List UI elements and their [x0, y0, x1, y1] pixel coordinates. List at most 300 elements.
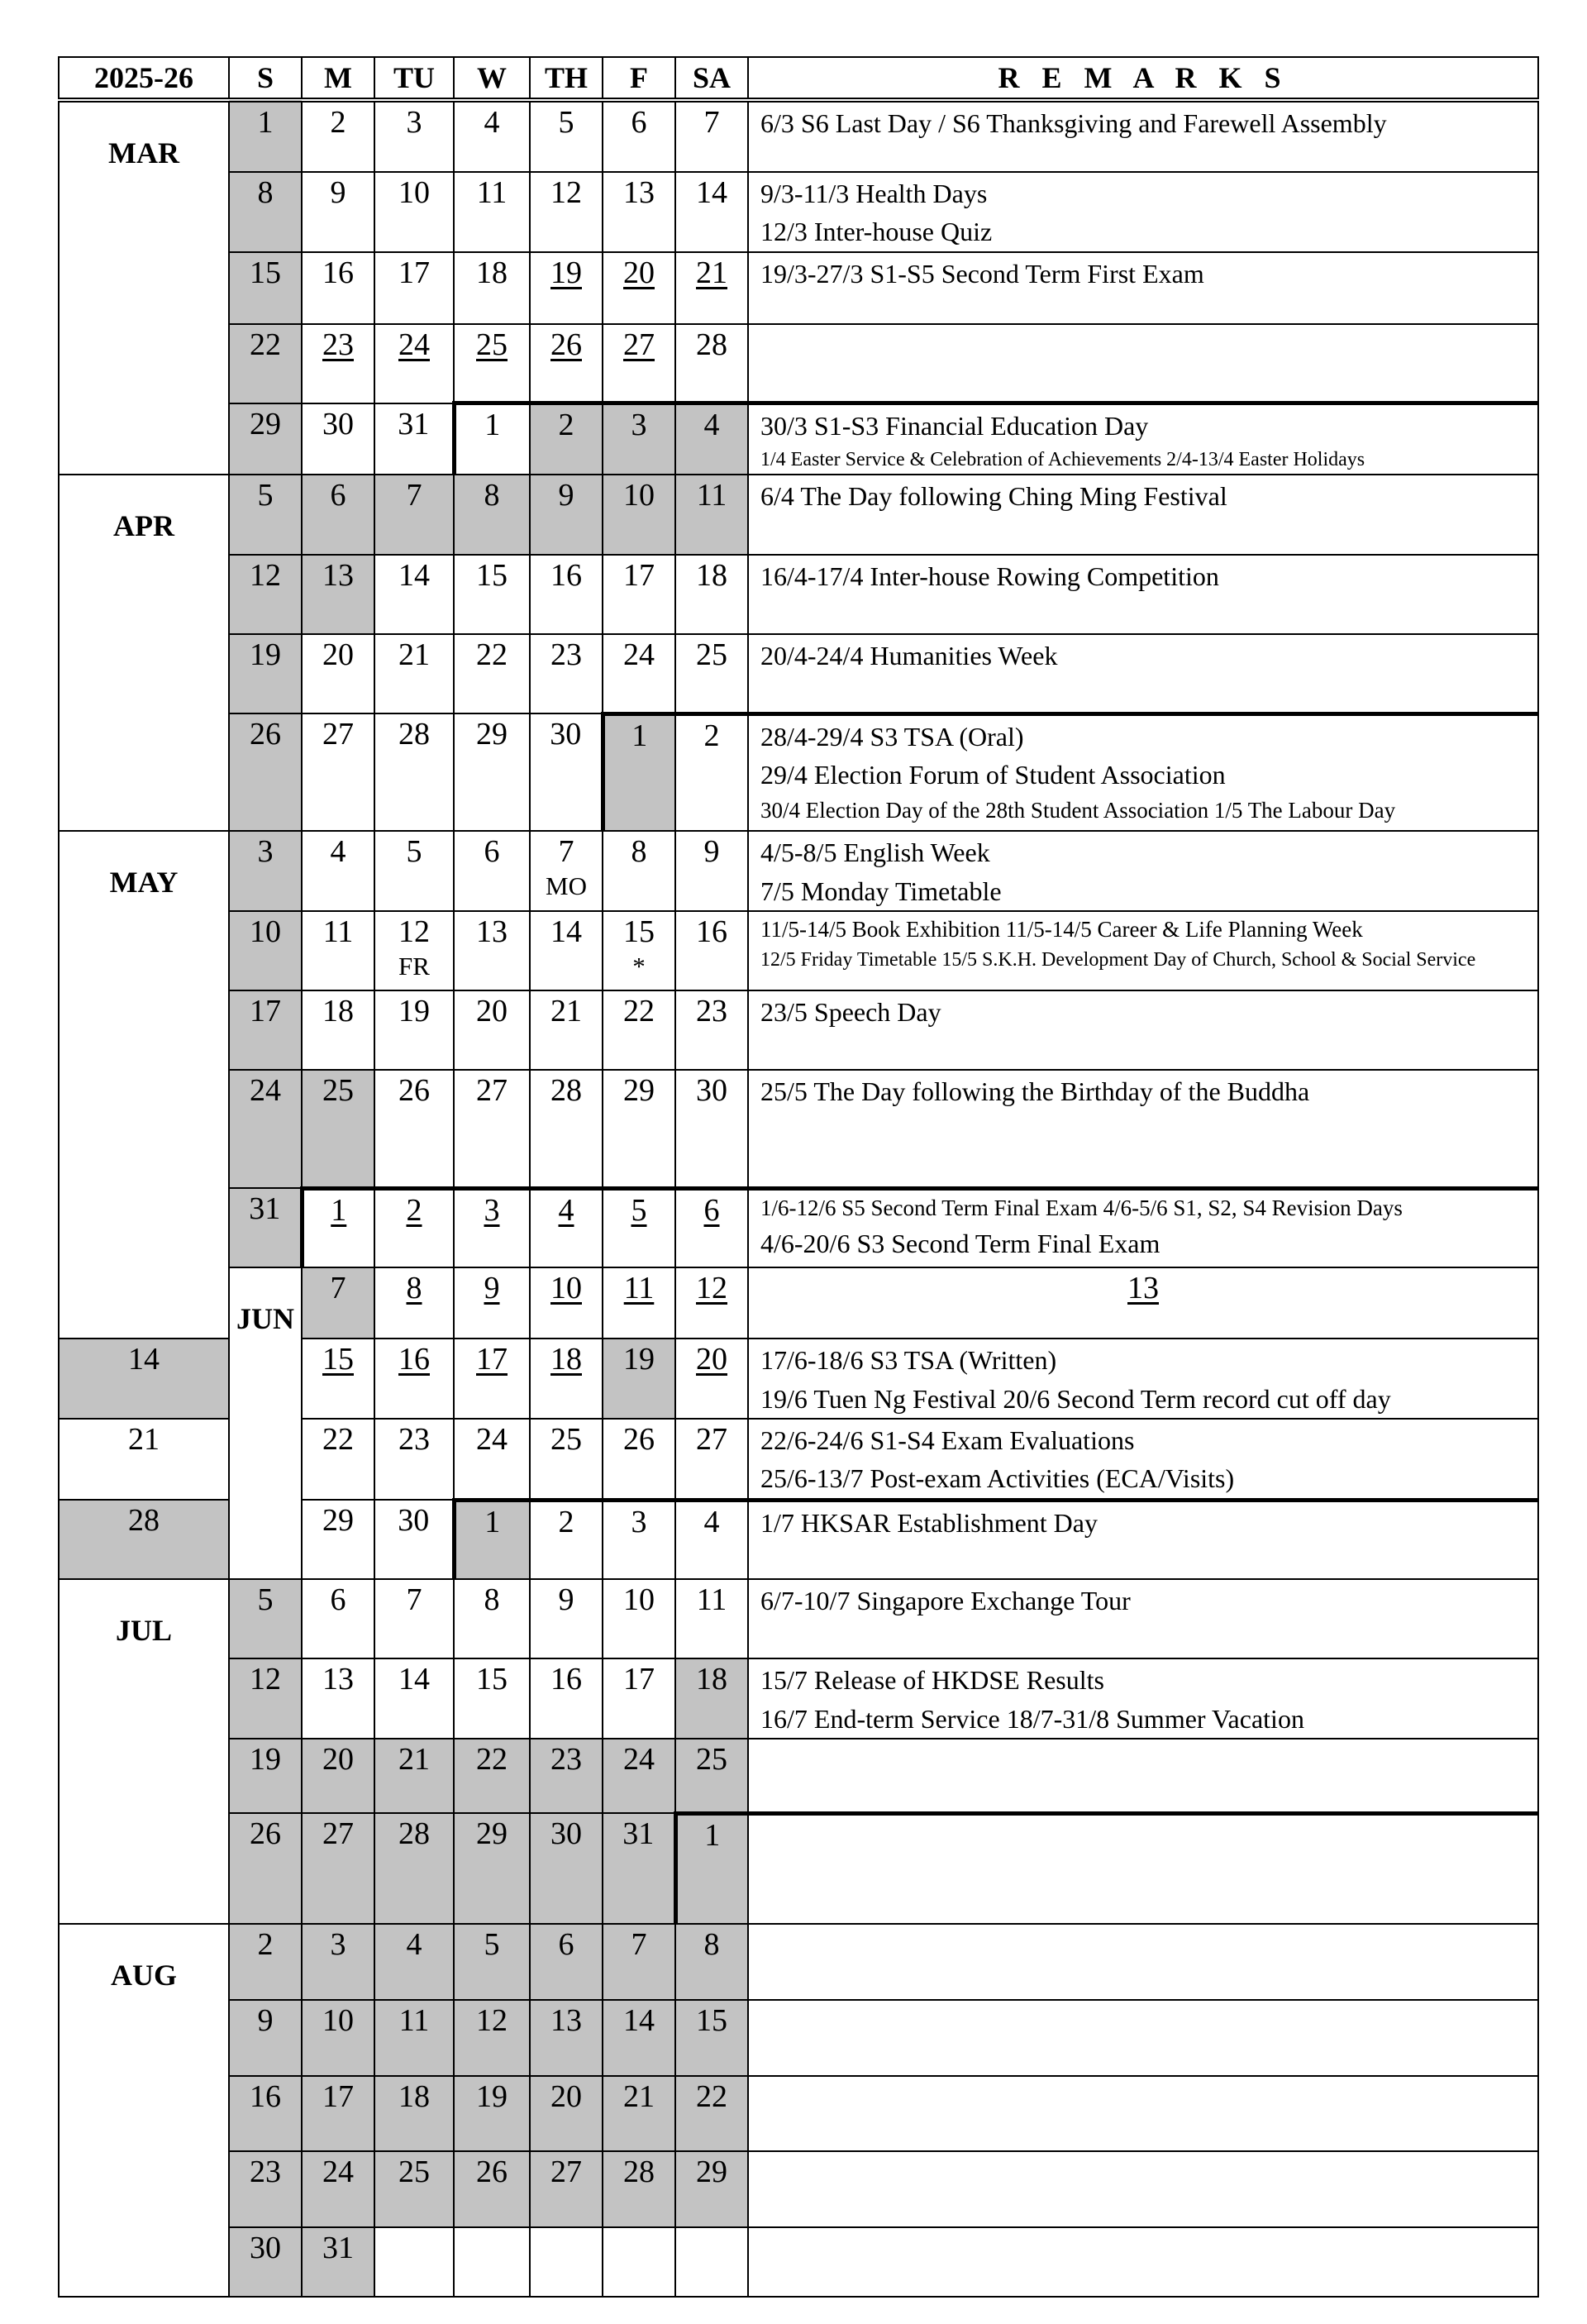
day-header-wed: W: [454, 57, 530, 100]
day-cell: [229, 252, 302, 324]
day-cell: [675, 1419, 748, 1500]
remark-text: 6/4 The Day following Ching Ming Festival: [760, 481, 1227, 512]
remarks-cell: [748, 634, 1538, 713]
remark-text: 1/4 Easter Service & Celebration of Achievements 2/4-13/4 Easter Holidays: [760, 448, 1365, 470]
day-cell: [675, 911, 748, 990]
day-cell: [530, 1419, 603, 1500]
remark-text: 4/5-8/5 English Week: [760, 837, 990, 868]
remarks-cell: [748, 831, 1538, 911]
day-number: 16: [398, 1342, 430, 1377]
remarks-cell: [748, 911, 1538, 990]
day-cell: [454, 1658, 530, 1739]
day-cell: [748, 1267, 1538, 1339]
day-number: 21: [696, 255, 727, 290]
day-number: 18: [696, 558, 727, 594]
day-number: 28: [398, 1816, 430, 1852]
day-number: 27: [623, 327, 655, 362]
day-cell: [675, 713, 748, 831]
day-number: 7: [558, 834, 574, 870]
remark-text: 6/3 S6 Last Day / S6 Thanksgiving and Farewell Assembly: [760, 108, 1387, 138]
day-cell: [530, 2151, 603, 2227]
day-number: 12: [550, 175, 582, 210]
day-number: 19: [250, 637, 281, 673]
day-number: 19: [550, 255, 582, 290]
day-cell: [374, 475, 454, 555]
day-cell: [302, 1579, 374, 1658]
day-number: 11: [696, 1582, 727, 1618]
day-number: 1: [331, 1192, 347, 1228]
day-number: 26: [250, 717, 281, 752]
day-cell: [374, 555, 454, 634]
day-number: 7: [631, 1927, 647, 1963]
day-number: 25: [550, 1422, 582, 1458]
day-number: 6: [703, 1192, 720, 1228]
day-cell: [675, 1500, 748, 1579]
remark-text: 20/4-24/4 Humanities Week: [760, 641, 1058, 671]
week-row: [59, 831, 1538, 911]
day-number: 15: [250, 255, 281, 290]
day-cell: [454, 2227, 530, 2297]
day-cell: [374, 1419, 454, 1500]
day-number: 28: [398, 717, 430, 752]
remark-text: 19/6 Tuen Ng Festival 20/6 Second Term record cut off day: [760, 1383, 1391, 1414]
remarks-cell: [748, 1739, 1538, 1813]
day-cell: [530, 713, 603, 831]
day-cell: [374, 2151, 454, 2227]
day-cell: [675, 324, 748, 403]
day-number: 18: [696, 1662, 727, 1697]
day-number: 10: [623, 478, 655, 513]
day-number: 27: [322, 1816, 354, 1852]
day-number: 26: [250, 1816, 281, 1852]
day-note: FR: [398, 952, 430, 981]
day-number: 29: [476, 717, 508, 752]
day-number: 16: [550, 1662, 582, 1697]
day-cell: [530, 1070, 603, 1188]
day-number: 22: [476, 637, 508, 673]
day-number: 5: [484, 1927, 500, 1963]
day-number: 28: [696, 327, 727, 362]
remark-text: 25/6-13/7 Post-exam Activities (ECA/Visits): [760, 1463, 1235, 1494]
remark-text: 1/6-12/6 S5 Second Term Final Exam 4/6-5/6 S1, S2, S4 Revision Days: [760, 1195, 1403, 1220]
day-number: 28: [128, 1503, 160, 1539]
day-number: 6: [631, 105, 647, 140]
day-cell: [302, 403, 374, 475]
day-number: 5: [406, 834, 422, 870]
week-row: [59, 1658, 1538, 1739]
week-row: [59, 324, 1538, 403]
day-cell: [530, 990, 603, 1070]
day-cell: [454, 475, 530, 555]
day-cell: [454, 1188, 530, 1267]
remarks-cell: [748, 403, 1538, 475]
week-row: [59, 475, 1538, 555]
remarks-cell: [748, 172, 1538, 252]
day-cell: [454, 100, 530, 172]
day-cell: [454, 634, 530, 713]
remarks-cell: [748, 1579, 1538, 1658]
day-cell: [675, 1579, 748, 1658]
day-number: 2: [703, 718, 720, 753]
day-number: 20: [476, 994, 508, 1029]
day-cell: [374, 2000, 454, 2076]
day-number: 15: [322, 1342, 354, 1377]
day-cell: [229, 634, 302, 713]
day-cell: [374, 911, 454, 990]
day-cell: [302, 634, 374, 713]
day-cell: [530, 475, 603, 555]
day-number: 1: [484, 1504, 501, 1539]
day-cell: [603, 100, 675, 172]
day-cell: [302, 1339, 374, 1419]
day-number: 12: [476, 2003, 508, 2039]
header-row: [59, 57, 1538, 100]
day-cell: [675, 634, 748, 713]
day-number: 24: [623, 1742, 655, 1778]
day-cell: [675, 1739, 748, 1813]
day-number: 5: [257, 478, 274, 513]
day-cell: [530, 100, 603, 172]
day-cell: [530, 831, 603, 911]
day-cell: [530, 1739, 603, 1813]
remarks-cell: [748, 1070, 1538, 1188]
remarks-cell: [748, 2076, 1538, 2151]
day-cell: [454, 990, 530, 1070]
day-number: 3: [631, 1504, 647, 1539]
remarks-cell: [748, 1500, 1538, 1579]
day-cell: [229, 403, 302, 475]
day-cell: [374, 1658, 454, 1739]
day-cell: [675, 1658, 748, 1739]
day-cell: [302, 911, 374, 990]
day-cell: [603, 2000, 675, 2076]
day-cell: [603, 1267, 675, 1339]
day-number: 30: [322, 406, 354, 441]
day-cell: [603, 831, 675, 911]
remarks-cell: [748, 100, 1538, 172]
day-cell: [229, 1924, 302, 2000]
remark-text: 19/3-27/3 S1-S5 Second Term First Exam: [760, 258, 1204, 289]
day-number: 30: [696, 1073, 727, 1109]
day-number: 24: [476, 1422, 508, 1458]
month-label: [59, 475, 229, 831]
day-number: 22: [696, 2079, 727, 2115]
day-cell: [454, 831, 530, 911]
day-number: 12: [250, 558, 281, 594]
month-label: [59, 1924, 229, 2297]
remark-text: 28/4-29/4 S3 TSA (Oral): [760, 721, 1024, 752]
day-cell: [530, 1924, 603, 2000]
remarks-cell: [748, 252, 1538, 324]
day-cell: [454, 713, 530, 831]
week-row: [59, 2227, 1538, 2297]
day-number: 22: [476, 1742, 508, 1778]
day-cell: [229, 100, 302, 172]
day-cell: [302, 1267, 374, 1339]
day-cell: [229, 713, 302, 831]
day-cell: [603, 911, 675, 990]
remarks-cell: [748, 2000, 1538, 2076]
day-cell: [374, 713, 454, 831]
day-number: 11: [476, 175, 508, 210]
day-cell: [530, 2076, 603, 2151]
remark-text: 30/3 S1-S3 Financial Education Day: [760, 411, 1149, 441]
day-number: 16: [250, 2079, 281, 2115]
day-number: 11: [696, 478, 727, 513]
day-number: 23: [322, 327, 354, 362]
month-name: APR: [113, 509, 174, 543]
day-cell: [675, 403, 748, 475]
day-cell: [302, 1500, 374, 1579]
day-cell: [675, 1267, 748, 1339]
day-cell: [454, 1419, 530, 1500]
day-number: 17: [623, 1662, 655, 1697]
day-cell: [603, 634, 675, 713]
day-number: 5: [631, 1192, 647, 1228]
day-cell: [675, 2151, 748, 2227]
day-cell: [374, 990, 454, 1070]
day-cell: [675, 1813, 748, 1924]
day-cell: [454, 1070, 530, 1188]
day-number: 17: [250, 994, 281, 1029]
day-cell: [454, 172, 530, 252]
day-number: 17: [476, 1342, 508, 1377]
remarks-cell: [748, 1924, 1538, 2000]
day-cell: [302, 1924, 374, 2000]
school-calendar-table: [58, 56, 1539, 2298]
day-number: 20: [696, 1342, 727, 1377]
day-number: 16: [550, 558, 582, 594]
day-number: 7: [330, 1271, 346, 1306]
day-number: 24: [398, 327, 430, 362]
day-cell: [229, 1813, 302, 1924]
day-cell: [302, 1188, 374, 1267]
week-row: [59, 634, 1538, 713]
day-cell: [675, 2000, 748, 2076]
week-row: [59, 1070, 1538, 1188]
day-cell: [530, 2000, 603, 2076]
day-number: 13: [322, 558, 354, 594]
day-cell: [603, 1924, 675, 2000]
day-number: 14: [696, 175, 727, 210]
day-number: 25: [476, 327, 508, 362]
day-number: 14: [398, 1662, 430, 1697]
week-row: [59, 990, 1538, 1070]
day-cell: [603, 1419, 675, 1500]
day-cell: [603, 1739, 675, 1813]
day-cell: [374, 1267, 454, 1339]
day-number: 9: [484, 1271, 500, 1306]
day-number: 22: [623, 994, 655, 1029]
remarks-cell: [748, 713, 1538, 831]
day-cell: [603, 1658, 675, 1739]
day-number: 14: [128, 1342, 160, 1377]
day-cell: [229, 324, 302, 403]
day-number: 8: [406, 1271, 422, 1306]
day-cell: [603, 713, 675, 831]
day-number: 2: [330, 105, 346, 140]
day-number: 2: [257, 1927, 274, 1963]
day-cell: [454, 252, 530, 324]
day-cell: [374, 634, 454, 713]
day-cell: [302, 252, 374, 324]
day-cell: [603, 1500, 675, 1579]
month-label: [59, 100, 229, 475]
day-number: 19: [623, 1342, 655, 1377]
remark-text: 6/7-10/7 Singapore Exchange Tour: [760, 1586, 1131, 1616]
day-number: 11: [398, 2003, 430, 2039]
day-cell: [59, 1339, 229, 1419]
day-cell: [675, 100, 748, 172]
day-number: 6: [330, 1582, 346, 1618]
day-cell: [374, 1339, 454, 1419]
day-cell: [454, 911, 530, 990]
day-number: 11: [623, 1271, 655, 1306]
day-cell: [454, 1339, 530, 1419]
day-cell: [229, 2076, 302, 2151]
day-number: 31: [622, 1816, 655, 1852]
week-row: [59, 403, 1538, 475]
day-number: 17: [623, 558, 655, 594]
day-cell: [374, 1739, 454, 1813]
day-cell: [229, 475, 302, 555]
day-cell: [530, 2227, 603, 2297]
day-number: 25: [322, 1073, 354, 1109]
day-number: 18: [476, 255, 508, 290]
year-header: 2025-26: [59, 57, 229, 100]
day-number: 9: [558, 1582, 574, 1618]
day-number: 1: [704, 1817, 721, 1853]
day-number: 25: [696, 637, 727, 673]
day-cell: [374, 1813, 454, 1924]
day-cell: [454, 2151, 530, 2227]
day-cell: [530, 1658, 603, 1739]
day-cell: [530, 1579, 603, 1658]
week-row: [59, 100, 1538, 172]
month-name: MAY: [109, 866, 179, 900]
week-row: [59, 1579, 1538, 1658]
remark-text: 9/3-11/3 Health Days: [760, 179, 988, 208]
day-number: 3: [406, 105, 422, 140]
day-number: 21: [623, 2079, 655, 2115]
day-cell: [374, 831, 454, 911]
day-number: 5: [558, 105, 574, 140]
day-number: 5: [257, 1582, 274, 1618]
month-name: AUG: [111, 1959, 177, 1992]
day-number: 26: [476, 2155, 508, 2190]
day-number: 9: [558, 478, 574, 513]
day-cell: [229, 1658, 302, 1739]
day-cell: [229, 2151, 302, 2227]
day-number: 30: [250, 2231, 281, 2266]
day-cell: [374, 252, 454, 324]
day-number: 15: [476, 558, 508, 594]
day-number: 8: [484, 478, 500, 513]
day-header-thu: TH: [530, 57, 603, 100]
day-cell: [454, 1500, 530, 1579]
day-cell: [603, 324, 675, 403]
day-cell: [603, 1339, 675, 1419]
day-cell: [374, 100, 454, 172]
day-cell: [454, 555, 530, 634]
remark-text: 29/4 Election Forum of Student Association: [760, 760, 1226, 790]
day-cell: [229, 1579, 302, 1658]
day-number: 9: [330, 175, 346, 210]
day-number: 8: [484, 1582, 500, 1618]
day-number: 15: [696, 2003, 727, 2039]
day-number: 23: [398, 1422, 430, 1458]
day-number: 20: [550, 2079, 582, 2115]
day-cell: [302, 324, 374, 403]
day-number: 24: [322, 2155, 354, 2190]
day-cell: [530, 403, 603, 475]
day-cell: [454, 1579, 530, 1658]
day-header-mon: M: [302, 57, 374, 100]
remark-text: 30/4 Election Day of the 28th Student Association 1/5 The Labour Day: [760, 797, 1396, 823]
day-number: 13: [623, 175, 655, 210]
day-cell: [302, 1419, 374, 1500]
remarks-cell: [748, 990, 1538, 1070]
day-number: 25: [696, 1742, 727, 1778]
week-row: [59, 2076, 1538, 2151]
day-cell: [374, 1500, 454, 1579]
remarks-cell: [748, 1339, 1538, 1419]
day-cell: [603, 172, 675, 252]
remarks-cell: [748, 2227, 1538, 2297]
day-number: 10: [398, 175, 430, 210]
remark-text: 16/4-17/4 Inter-house Rowing Competition: [760, 561, 1219, 592]
day-number: 29: [696, 2155, 727, 2190]
day-number: 27: [476, 1073, 508, 1109]
day-number: 27: [322, 717, 354, 752]
day-cell: [530, 1500, 603, 1579]
month-label: [59, 1579, 229, 1924]
day-cell: [675, 252, 748, 324]
remark-text: 16/7 End-term Service 18/7-31/8 Summer Vacation: [760, 1703, 1304, 1734]
week-row: [59, 1188, 1538, 1267]
day-cell: [302, 2076, 374, 2151]
day-number: 16: [322, 255, 354, 290]
day-number: 18: [550, 1342, 582, 1377]
day-cell: [59, 1500, 229, 1579]
day-number: 23: [550, 637, 582, 673]
remark-text: 17/6-18/6 S3 TSA (Written): [760, 1345, 1057, 1376]
day-number: 14: [398, 558, 430, 594]
day-number: 12: [250, 1662, 281, 1697]
day-cell: [302, 713, 374, 831]
day-cell: [229, 1070, 302, 1188]
remark-text: 12/3 Inter-house Quiz: [760, 217, 993, 247]
day-cell: [603, 1070, 675, 1188]
day-number: 29: [476, 1816, 508, 1852]
day-cell: [530, 634, 603, 713]
day-cell: [454, 1924, 530, 2000]
day-number: 3: [631, 408, 647, 443]
remark-text: 12/5 Friday Timetable 15/5 S.K.H. Development Day of Church, School & Social Service: [760, 949, 1476, 971]
day-number: 4: [406, 1927, 422, 1963]
day-cell: [603, 990, 675, 1070]
day-cell: [302, 990, 374, 1070]
day-cell: [603, 1188, 675, 1267]
day-number: 26: [623, 1422, 655, 1458]
day-cell: [603, 1813, 675, 1924]
day-cell: [603, 475, 675, 555]
day-cell: [530, 911, 603, 990]
day-number: 12: [696, 1271, 727, 1306]
day-cell: [603, 403, 675, 475]
month-name: JUL: [115, 1614, 172, 1648]
week-row: [59, 1924, 1538, 2000]
